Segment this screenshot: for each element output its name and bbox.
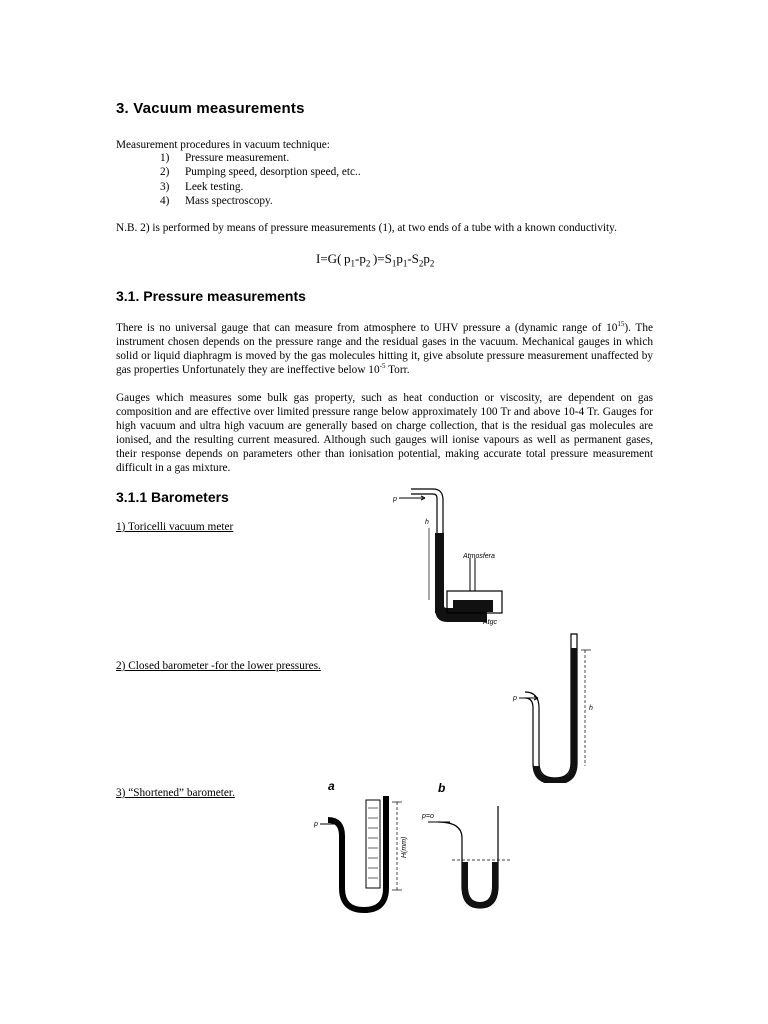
intro-text: Measurement procedures in vacuum technique: (116, 139, 330, 151)
nb-note: N.B. 2) is performed by means of pressure measurements (1), at two ends of a tube with a known conductivity. (116, 222, 617, 234)
paragraph-bulk-gauges: Gauges which measures some bulk gas property, such as heat conduction or viscosity, are dependent on gas composition and are effective over limited pressure range below approximately 100 Tr and above 10-4 Tr. Gauges for high vacuum and ultra high vacuum are generally based on charge collection, that is the residual gas molecules are ionised, and the resulting current measured. Although such gauges will ionise vapours as well as permanent gases, their response depends on parameters other than ionisation potential, making accurate total pressure measurement difficult in a gas mixture. (116, 392, 653, 474)
height-label: h (589, 705, 593, 712)
shortened-barometer-diagram (310, 778, 530, 918)
pressure-zero-label: p=o (422, 813, 434, 820)
section-title-vacuum-measurements: 3. Vacuum measurements (116, 100, 305, 117)
figure-a-label: a (328, 779, 335, 793)
toricelli-diagram (375, 488, 540, 633)
caption-toricelli: 1) Toricelli vacuum meter (116, 521, 234, 533)
section-title-barometers: 3.1.1 Barometers (116, 489, 229, 505)
pressure-label: p (393, 496, 397, 503)
flow-formula: I=G( $p_1-p_2$ )$=S_1p_1-S_2p_2$ (316, 251, 435, 269)
list-item: 3) Leek testing. (160, 180, 244, 193)
caption-closed-barometer: 2) Closed barometer -for the lower pressures. (116, 660, 321, 672)
figure-b-label: b (438, 781, 446, 795)
height-label: h (425, 519, 429, 526)
procedure-list (160, 151, 361, 208)
list-item: 2) Pumping speed, desorption speed, etc.. (160, 166, 361, 179)
section-title-pressure-measurements: 3.1. Pressure measurements (116, 288, 306, 304)
list-item: 1) Pressure measurement. (160, 152, 290, 164)
paragraph-universal-gauge: There is no universal gauge that can measure from atmosphere to UHV pressure a (dynamic range of $10^{15}$). The instrument chosen depends on the pressure range and the residual gases in the vacuum. Mechanical gauges in which solid or liquid diaphragm is moved by the gas molecules hitting it, give absolute pressure measurement unaffected by gas properties Unfortunately they are ineffective below $10^{-5}$ Torr. (116, 320, 653, 376)
caption-shortened-barometer: 3) “Shortened” barometer. (116, 787, 235, 799)
height-mm-label: H(mm) (401, 836, 408, 858)
closed-barometer-diagram (505, 628, 615, 783)
atmosfera-label: Atmosfera (463, 553, 495, 560)
pressure-label: p (314, 821, 318, 828)
mercury-label: Atgc (483, 619, 498, 626)
pressure-label: p (513, 695, 517, 702)
list-item: 4) Mass spectroscopy. (160, 194, 273, 207)
